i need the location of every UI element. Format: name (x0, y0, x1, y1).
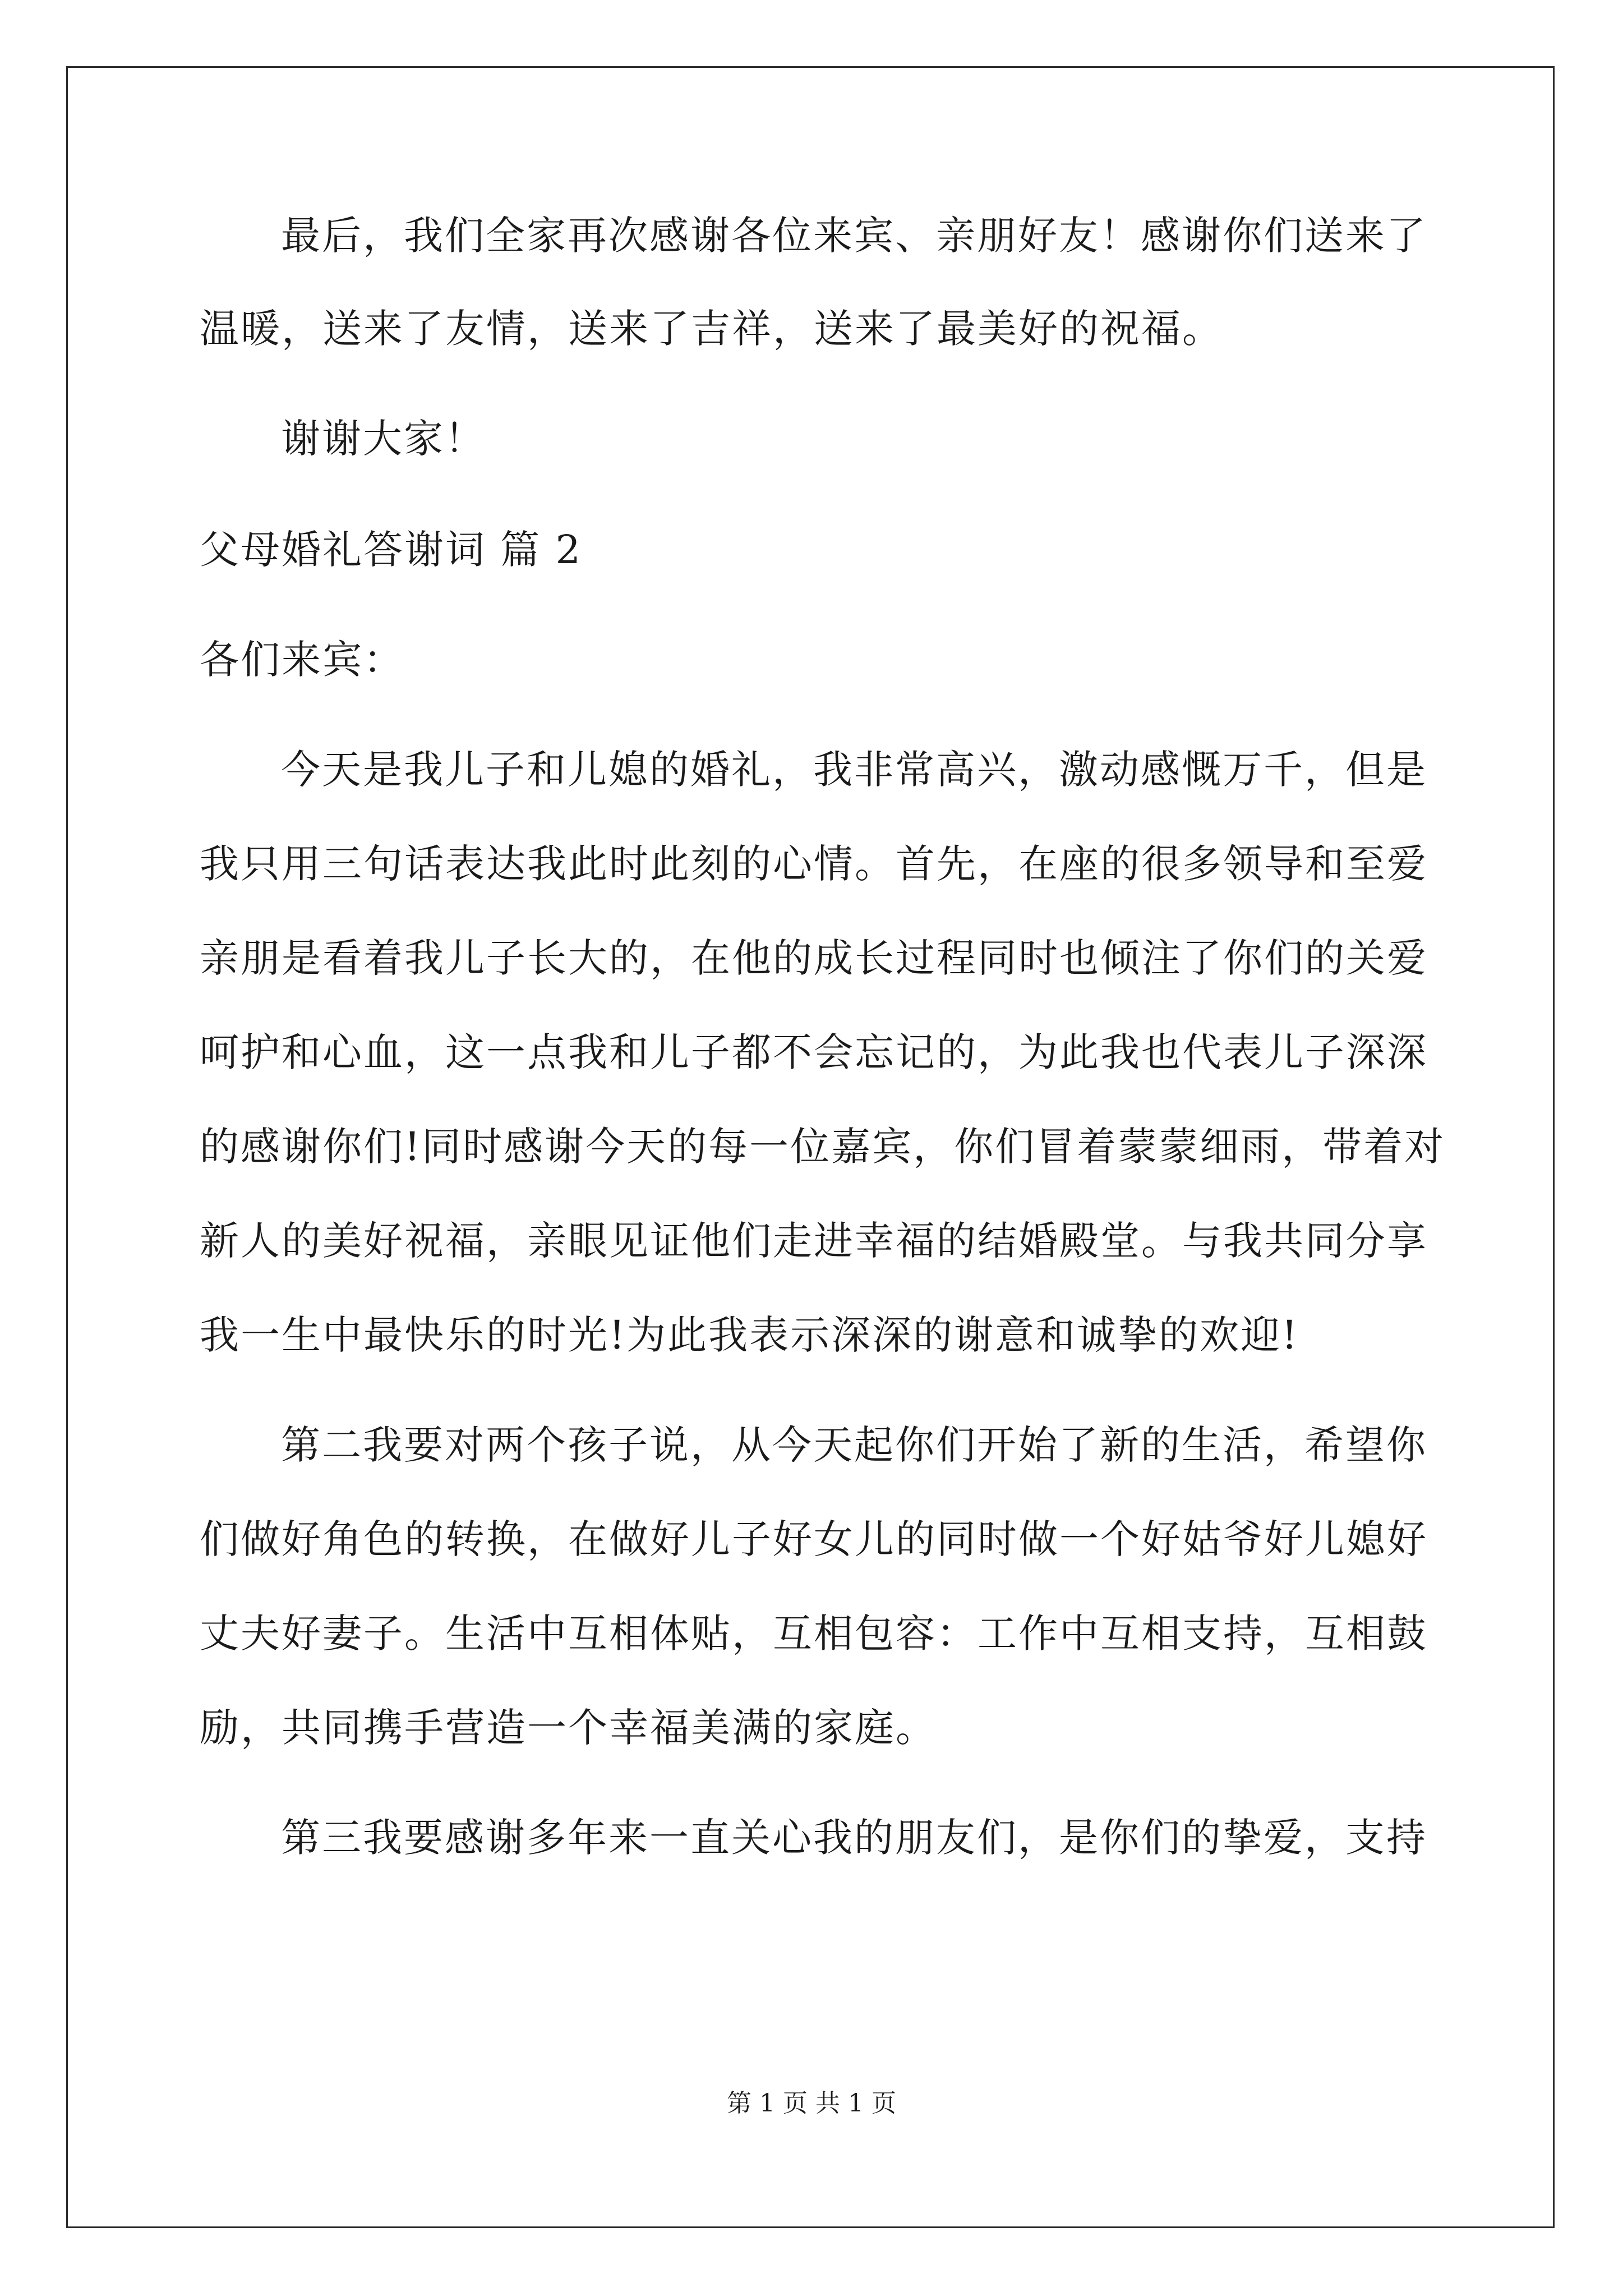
paragraph-line: 谢谢大家！ (281, 416, 486, 462)
salutation: 各们来宾： (200, 637, 404, 683)
section-heading: 父母婚礼答谢词 篇 2 (200, 527, 583, 573)
paragraph-line: 第二我要对两个孩子说，从今天起你们开始了新的生活，希望你 (281, 1422, 1427, 1468)
paragraph-line: 丈夫好妻子。生活中互相体贴，互相包容：工作中互相支持，互相鼓 (200, 1611, 1428, 1657)
paragraph-line: 亲朋是看着我儿子长大的，在他的成长过程同时也倾注了你们的关爱 (200, 935, 1428, 981)
page-footer: 第 1 页 共 1 页 (727, 2089, 896, 2118)
paragraph-line: 励，共同携手营造一个幸福美满的家庭。 (200, 1705, 937, 1751)
paragraph-line: 们做好角色的转换，在做好儿子好女儿的同时做一个好姑爷好儿媳好 (200, 1516, 1428, 1562)
paragraph-line: 温暖，送来了友情，送来了吉祥，送来了最美好的祝福。 (200, 306, 1223, 352)
paragraph-line: 新人的美好祝福，亲眼见证他们走进幸福的结婚殿堂。与我共同分享 (200, 1218, 1428, 1264)
paragraph-line: 我只用三句话表达我此时此刻的心情。首先，在座的很多领导和至爱 (200, 841, 1428, 887)
paragraph-line: 呵护和心血，这一点我和儿子都不会忘记的，为此我也代表儿子深深 (200, 1029, 1428, 1075)
paragraph-line: 最后，我们全家再次感谢各位来宾、亲朋好友！感谢你们送来了 (281, 213, 1427, 259)
paragraph-line: 今天是我儿子和儿媳的婚礼，我非常高兴，激动感慨万千，但是 (281, 747, 1427, 793)
paragraph-line: 的感谢你们!同时感谢今天的每一位嘉宾，你们冒着蒙蒙细雨，带着对 (200, 1124, 1446, 1170)
paragraph-line: 我一生中最快乐的时光!为此我表示深深的谢意和诚挚的欢迎! (200, 1312, 1299, 1358)
paragraph-line: 第三我要感谢多年来一直关心我的朋友们，是你们的挚爱，支持 (281, 1815, 1427, 1861)
